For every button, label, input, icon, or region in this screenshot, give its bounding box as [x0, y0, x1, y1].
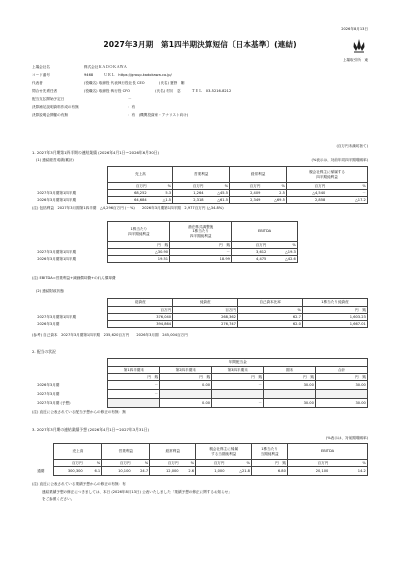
company-row-label: 決算説明会開催の有無 [32, 113, 68, 117]
unit-cell: % [330, 460, 368, 467]
value-cell: △19.3 [268, 249, 298, 256]
dividends-table [36, 358, 368, 408]
corner-cell [36, 167, 108, 183]
value-cell: － [108, 381, 160, 390]
col-header-total-assets: 総資産 [108, 299, 173, 307]
corner-cell [36, 242, 108, 249]
value-cell: 1,264 [173, 190, 205, 197]
value-cell: 14.2 [330, 467, 368, 476]
unit-cell: 円 銭 [252, 460, 288, 467]
value-cell: 1,000 [196, 467, 226, 476]
value-cell: 376,040 [108, 314, 173, 321]
unit-cell: 百万円 [54, 460, 84, 467]
company-row-label: 代表者 [32, 81, 43, 85]
unit-cell: % [180, 460, 196, 467]
unit-cell: % [226, 460, 252, 467]
value-cell: △1.5 [148, 197, 173, 204]
col-header-q1: 第1四半期末 [108, 367, 160, 374]
company-row-value: ：有 (機関投資家・アナリスト向け) [128, 113, 189, 117]
col-header-sales: 売上高 [108, 167, 173, 183]
value-cell: 2.6 [180, 467, 196, 476]
section1-sub1-note: (%表示は、対前年同四半期増減率) [311, 158, 368, 162]
value-cell: 2,858 [287, 197, 327, 204]
col-header-ebitda: EBITDA [232, 222, 298, 242]
section1-heading: 1. 2027年3月期第1四半期の連結業績 (2026年4月1日～2026年6月30日) [32, 150, 160, 155]
unit-cell: % [326, 183, 367, 190]
unit-cell: 円 銭 [316, 374, 368, 381]
report-date: 2026年8月13日 [341, 27, 368, 31]
company-row [32, 81, 372, 89]
company-row-label: 問合せ先責任者 [32, 89, 58, 93]
unit-cell: 円 銭 [170, 242, 232, 249]
forecast-revision-detail: 連結業績予想の修正につきましては、本日 (2026年8月13日) 公表いたしました「業績予想の修正に関するお知らせ」 [42, 490, 232, 494]
company-row-value: ：有 [128, 105, 136, 109]
unit-cell: 百万円 [150, 460, 180, 467]
value-cell: 30.00 [316, 399, 368, 408]
unit-cell: 円 銭 [303, 307, 368, 314]
value-cell: － [108, 390, 160, 399]
value-cell: 6.80 [252, 467, 288, 476]
col-header-diluted-eps: 潜在株式調整後 1株当たり 四半期純利益 [170, 222, 232, 242]
col-header-net-income: 親会社株主に帰属する 四半期純利益 [287, 167, 368, 183]
forecast-revision-detail: をご参照ください。 [42, 497, 75, 501]
value-cell: 2,349 [230, 197, 262, 204]
row-label: 2026年3月期第1四半期 [37, 256, 77, 261]
company-row [32, 89, 372, 97]
col-header-sales: 売上高 [54, 444, 102, 460]
corner-cell [36, 222, 108, 242]
unit-cell: % [262, 183, 287, 190]
company-row [32, 105, 372, 113]
listed-exchange: 上場取引所 東 [342, 58, 368, 62]
unit-cell: 百万円 [108, 307, 173, 314]
company-row-label: 決算補足説明資料作成の有無 [32, 105, 79, 109]
forecast-table [36, 443, 368, 476]
company-row-value: (役職名) 取締役 代表執行役社長 CEO (氏名) 夏野 剛 [84, 81, 185, 85]
col-header-total: 合計 [316, 367, 368, 374]
col-header-q3: 第3四半期末 [212, 367, 264, 374]
value-cell [108, 399, 160, 408]
value-cell [316, 390, 368, 399]
value-cell: 24.7 [132, 467, 150, 476]
unit-cell: 百万円 [173, 183, 205, 190]
unit-cell: % [132, 460, 150, 467]
value-cell [264, 390, 316, 399]
section1-sub2: (2) 連結財政状態 [36, 289, 64, 293]
unit-cell: % [238, 307, 303, 314]
value-cell: 4,475 [232, 256, 268, 263]
value-cell: － [326, 190, 367, 197]
value-cell: 64,684 [108, 197, 148, 204]
company-row-value: 株式会社ＫＡＤＯＫＡＷＡ [84, 65, 128, 69]
rounding-note: (百万円未満切捨て) [336, 144, 368, 148]
unit-cell: 円 銭 [108, 374, 160, 381]
dividend-note: (注) 直近に公表されている配当予想からの修正の有無：無 [32, 410, 126, 414]
financial-position-table [36, 298, 368, 328]
value-cell: 2,409 [230, 190, 262, 197]
operating-results-table [36, 166, 368, 204]
value-cell: 3,612 [232, 249, 268, 256]
value-cell: 268,362 [173, 314, 238, 321]
section1-sub1: (1) 連結経営成績(累計) [36, 158, 74, 162]
company-row [32, 73, 372, 81]
company-logo-icon [351, 38, 367, 54]
row-label: 2027年3月期第1四半期 [37, 190, 77, 195]
corner-cell [36, 183, 108, 190]
corner-cell [36, 444, 54, 460]
col-header-ordinary-profit: 経常利益 [230, 167, 287, 183]
unit-cell: 百万円 [108, 183, 148, 190]
unit-cell: 百万円 [102, 460, 132, 467]
value-cell: 19.51 [108, 256, 170, 263]
corner-cell [36, 359, 108, 367]
value-cell: － [212, 399, 264, 408]
section3-heading: 3. 2027年3月期の連結業績予想 (2026年4月1日～2027年3月31日) [32, 427, 150, 432]
company-info [32, 65, 372, 121]
row-label: 2027年3月期 (予想) [37, 400, 71, 405]
value-cell: 10,100 [102, 467, 132, 476]
section2-heading: 2. 配当の状況 [32, 349, 56, 354]
corner-cell [36, 307, 108, 314]
value-cell: 6.1 [84, 467, 102, 476]
company-row-label: 上場会社名 [32, 65, 50, 69]
value-cell: △42.6 [268, 256, 298, 263]
col-header-operating-profit: 営業利益 [173, 167, 230, 183]
company-row-value: 9468 ＵＲＬ https://group.kadokawa.co.jp/ [84, 73, 172, 77]
corner-cell [36, 460, 54, 467]
company-row-value: － [128, 97, 132, 101]
col-header-eps: 1株当たり 当期純利益 [252, 444, 288, 460]
col-header-equity-ratio: 自己資本比率 [238, 299, 303, 307]
unit-cell: % [205, 183, 230, 190]
col-header-eps: 1株当たり 四半期純利益 [108, 222, 170, 242]
col-group-annual-dividend: 年間配当金 [108, 359, 368, 367]
value-cell: 30.00 [264, 399, 316, 408]
col-header-bps: 1株当たり純資産 [303, 299, 368, 307]
company-row-label: 配当支払開始予定日 [32, 97, 65, 101]
value-cell: 1,603.23 [303, 314, 368, 321]
corner-cell [36, 299, 108, 307]
value-cell: 20,100 [288, 467, 330, 476]
value-cell: 2.5 [262, 190, 287, 197]
company-row [32, 97, 372, 105]
value-cell: 5.3 [148, 190, 173, 197]
col-header-ebitda: EBITDA [288, 444, 368, 460]
value-cell: △45.5 [205, 190, 230, 197]
value-cell: － [212, 381, 264, 390]
value-cell: 68,252 [108, 190, 148, 197]
value-cell: 62.0 [238, 321, 303, 328]
value-cell: 18.99 [170, 256, 232, 263]
value-cell: － [170, 249, 232, 256]
unit-cell: 百万円 [288, 460, 330, 467]
row-label: 2027年3月期第1四半期 [37, 314, 77, 319]
page-title: 2027年3月期 第1四半期決算短信〔日本基準〕(連結) [103, 40, 297, 49]
value-cell: 30.00 [316, 381, 368, 390]
value-cell: 394,864 [108, 321, 173, 328]
ebitda-note: (注) EBITDA=営業利益+減価償却費+のれん償却費 [32, 276, 116, 280]
row-label: 2027年3月期 [37, 391, 60, 396]
unit-cell: 百万円 [287, 183, 327, 190]
row-label: 2026年3月期 [37, 382, 60, 387]
value-cell: △21.8 [226, 467, 252, 476]
value-cell [212, 390, 264, 399]
row-label: 2026年3月期 [37, 321, 60, 326]
equity-note: (参考) 自己資本 2027年3月期第1四半期 235,620百万円 2026年3月期 245,004百万円 [32, 333, 188, 337]
unit-cell: 円 銭 [108, 242, 170, 249]
value-cell: △69.5 [262, 197, 287, 204]
value-cell: 30.00 [264, 381, 316, 390]
row-label: 2026年3月期第1四半期 [37, 197, 77, 202]
value-cell: 62.7 [238, 314, 303, 321]
value-cell: 300,300 [54, 467, 84, 476]
unit-cell: % [148, 183, 173, 190]
company-row-label: コード番号 [32, 73, 50, 77]
value-cell [160, 390, 212, 399]
unit-cell: 円 銭 [212, 374, 264, 381]
unit-cell: 百万円 [230, 183, 262, 190]
value-cell: 0.00 [160, 381, 212, 390]
comprehensive-income-note: (注) 包括利益 2027年3月期第1四半期 △4,296百万円 (－%) 2026年3月期第1四半期 2,977百万円 (△34.8%) [32, 206, 224, 210]
company-row [32, 65, 372, 73]
section3-pct-note: (%表示は、対前期増減率) [325, 436, 368, 440]
company-row-value: (役職名) 取締役 執行役 CFO (氏名) 村川 忍 ＴＥＬ 03-5216-8212 [84, 89, 232, 93]
col-header-net-income: 親会社株主に帰属 する当期純利益 [196, 444, 252, 460]
unit-cell: % [268, 242, 298, 249]
company-row [32, 113, 372, 121]
row-label: 2027年3月期第1四半期 [37, 249, 77, 254]
unit-cell: 百万円 [196, 460, 226, 467]
value-cell: 2,318 [173, 197, 205, 204]
value-cell: △61.5 [205, 197, 230, 204]
unit-cell: % [84, 460, 102, 467]
unit-cell: 百万円 [173, 307, 238, 314]
forecast-revision-note: (注) 直近に公表されている業績予想からの修正の有無：有 [32, 482, 126, 486]
unit-cell: 円 銭 [264, 374, 316, 381]
eps-table [36, 221, 298, 263]
value-cell: 276,747 [173, 321, 238, 328]
row-label: 通期 [37, 468, 45, 473]
corner-cell [36, 374, 108, 381]
unit-cell: 百万円 [232, 242, 268, 249]
value-cell: 12,000 [150, 467, 180, 476]
col-header-operating-profit: 営業利益 [102, 444, 150, 460]
value-cell: 1,667.01 [303, 321, 368, 328]
value-cell: 0.00 [160, 399, 212, 408]
value-cell: △30.90 [108, 249, 170, 256]
value-cell: △4,540 [287, 190, 327, 197]
col-header-ordinary-profit: 経常利益 [150, 444, 196, 460]
unit-cell: 円 銭 [160, 374, 212, 381]
value-cell: △17.2 [326, 197, 367, 204]
col-header-year-end: 期末 [264, 367, 316, 374]
col-header-net-assets: 純資産 [173, 299, 238, 307]
corner-cell [36, 367, 108, 374]
col-header-q2: 第2四半期末 [160, 367, 212, 374]
